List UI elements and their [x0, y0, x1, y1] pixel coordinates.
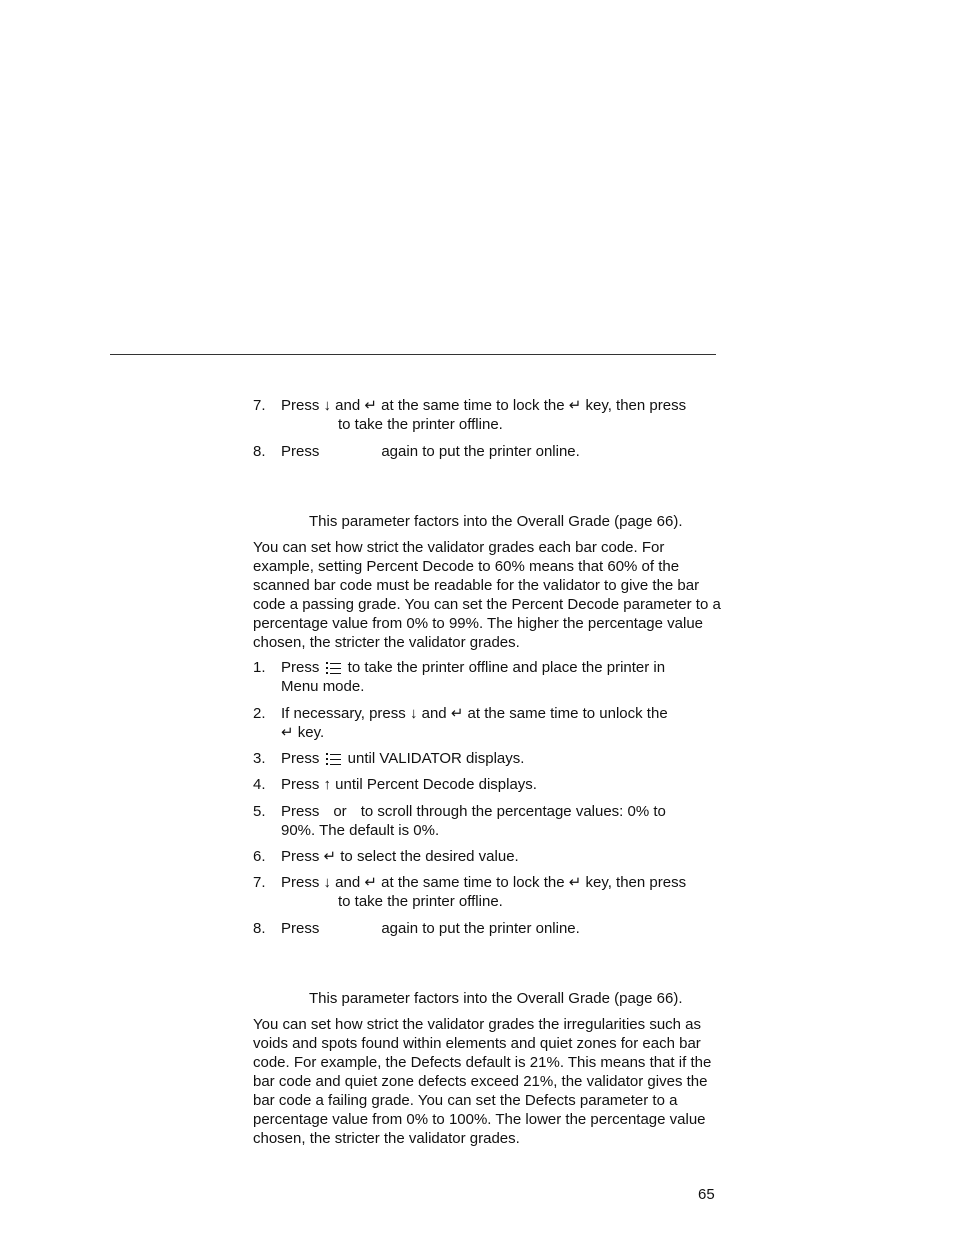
down-arrow-icon: ↓	[323, 874, 332, 891]
defects-paragraph: You can set how strict the validator grades the irregularities such as voids and spots found within elements and quiet zones for each bar code. For example, the Defects default is 21%. This means that if the bar code and quiet zone defects exceed 21%, the validator gives the bar code a failing grade. You can set the Defects parameter to a percentage value from 0% to 100%. The lower the percentage value chosen, the stricter the validator grades.	[253, 1016, 712, 1147]
enter-icon: ↵	[568, 874, 582, 891]
enter-icon: ↵	[450, 705, 464, 722]
menu-icon	[326, 751, 342, 765]
enter-icon: ↵	[364, 397, 377, 414]
note-overall-grade: This parameter factors into the Overall Grade (page 66).	[309, 513, 683, 530]
percent-decode-paragraph: You can set how strict the validator grades each bar code. For example, setting Percent Decode to 60% means that 60% of the scanned bar code must be readable for the validator to give the bar code a passing grade. You can set the Percent Decode parameter to a percentage value from 0% to 99%. The higher the percentage value chosen, the stricter the validator grades.	[253, 539, 721, 651]
down-arrow-icon: ↓	[409, 705, 418, 722]
enter-icon: ↵	[568, 397, 582, 414]
note-overall-grade-2: This parameter factors into the Overall Grade (page 66).	[309, 990, 683, 1007]
menu-icon	[326, 660, 342, 674]
enter-icon: ↵	[364, 874, 377, 891]
page-number: 65	[698, 1186, 715, 1203]
enter-icon: ↵	[323, 848, 337, 865]
header-rule	[110, 354, 716, 355]
down-arrow-icon: ↓	[323, 397, 332, 414]
up-arrow-icon: ↑	[323, 776, 332, 793]
enter-icon: ↵	[281, 724, 294, 741]
